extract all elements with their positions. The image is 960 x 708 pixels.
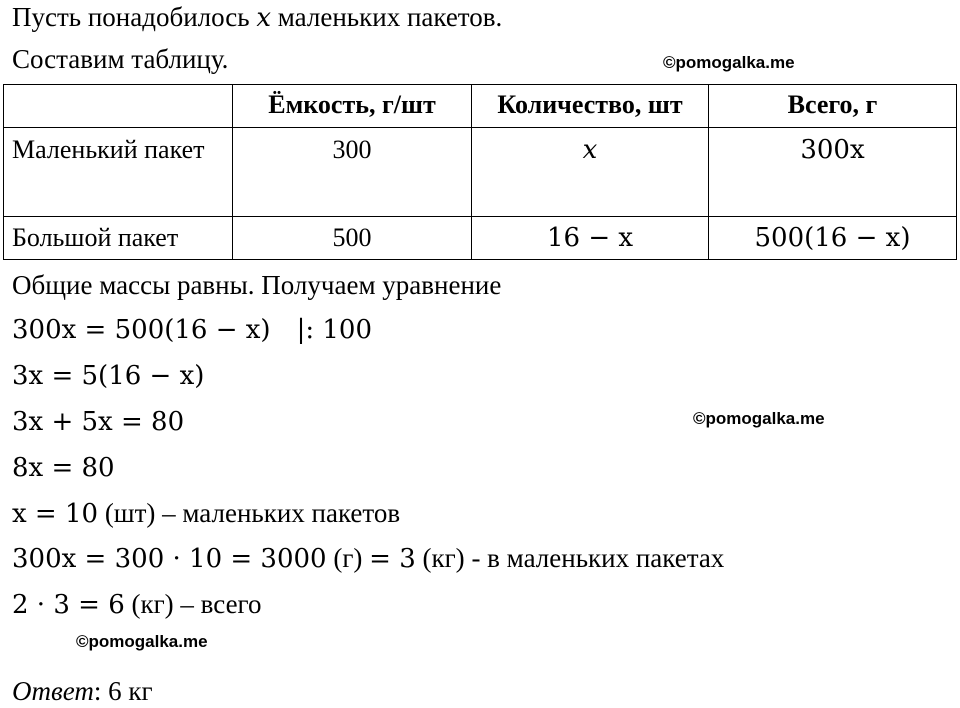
intro-text: Пусть понадобилось <box>12 2 257 32</box>
equation-5-text: (шт) – маленьких пакетов <box>98 498 401 528</box>
equation-6-unit-kg: (кг) <box>415 543 472 573</box>
equation-4: 8x = 80 <box>12 453 115 483</box>
cell-count: x <box>472 128 709 217</box>
watermark: ©pomogalka.me <box>663 53 795 72</box>
equation-7-text: (кг) – всего <box>124 589 262 619</box>
answer-value: : 6 кг <box>93 676 153 706</box>
variable-x: x <box>256 3 272 33</box>
equation-6-math-b: = 3 <box>369 544 416 574</box>
data-table <box>3 84 957 260</box>
table-header: Всего, г <box>709 85 957 128</box>
equation-6 <box>12 541 724 576</box>
equation-6-text: - в маленьких пакетах <box>471 543 725 573</box>
cell-capacity: 300 <box>233 128 472 217</box>
watermark: ©pomogalka.me <box>76 632 208 651</box>
table-header: Ёмкость, г/шт <box>233 85 472 128</box>
row-label: Большой пакет <box>4 217 233 260</box>
table-header: Количество, шт <box>472 85 709 128</box>
equation-3: 3x + 5x = 80 <box>12 407 185 437</box>
equation-1 <box>12 313 372 347</box>
cell-total: 500(16 − x) <box>709 217 957 260</box>
watermark: ©pomogalka.me <box>693 409 825 428</box>
solution-lead: Общие массы равны. Получаем уравнение <box>12 270 502 300</box>
equation-2: 3x = 5(16 − x) <box>12 361 205 391</box>
table-header-row <box>4 85 957 128</box>
table-row <box>4 217 957 260</box>
equation-7 <box>12 587 261 622</box>
table-header <box>4 85 233 128</box>
cell-total: 300x <box>709 128 957 217</box>
equation-6-unit-g: (г) <box>326 543 370 573</box>
intro-line-2: Составим таблицу. <box>12 44 229 74</box>
equation-7-math: 2 · 3 = 6 <box>12 590 125 620</box>
table-row <box>4 128 957 217</box>
intro-text-end: маленьких пакетов. <box>271 2 503 32</box>
equation-1-note: |: 100 <box>296 315 372 345</box>
answer-label: Ответ <box>12 676 94 706</box>
equation-1-text: 300x = 500(16 − x) <box>12 315 271 345</box>
equation-5 <box>12 496 400 531</box>
cell-capacity: 500 <box>233 217 472 260</box>
equation-5-math: x = 10 <box>12 499 99 529</box>
intro-line-1 <box>12 0 502 35</box>
row-label: Маленький пакет <box>4 128 233 217</box>
cell-count: 16 − x <box>472 217 709 260</box>
equation-6-math-a: 300x = 300 · 10 = 3000 <box>12 544 327 574</box>
